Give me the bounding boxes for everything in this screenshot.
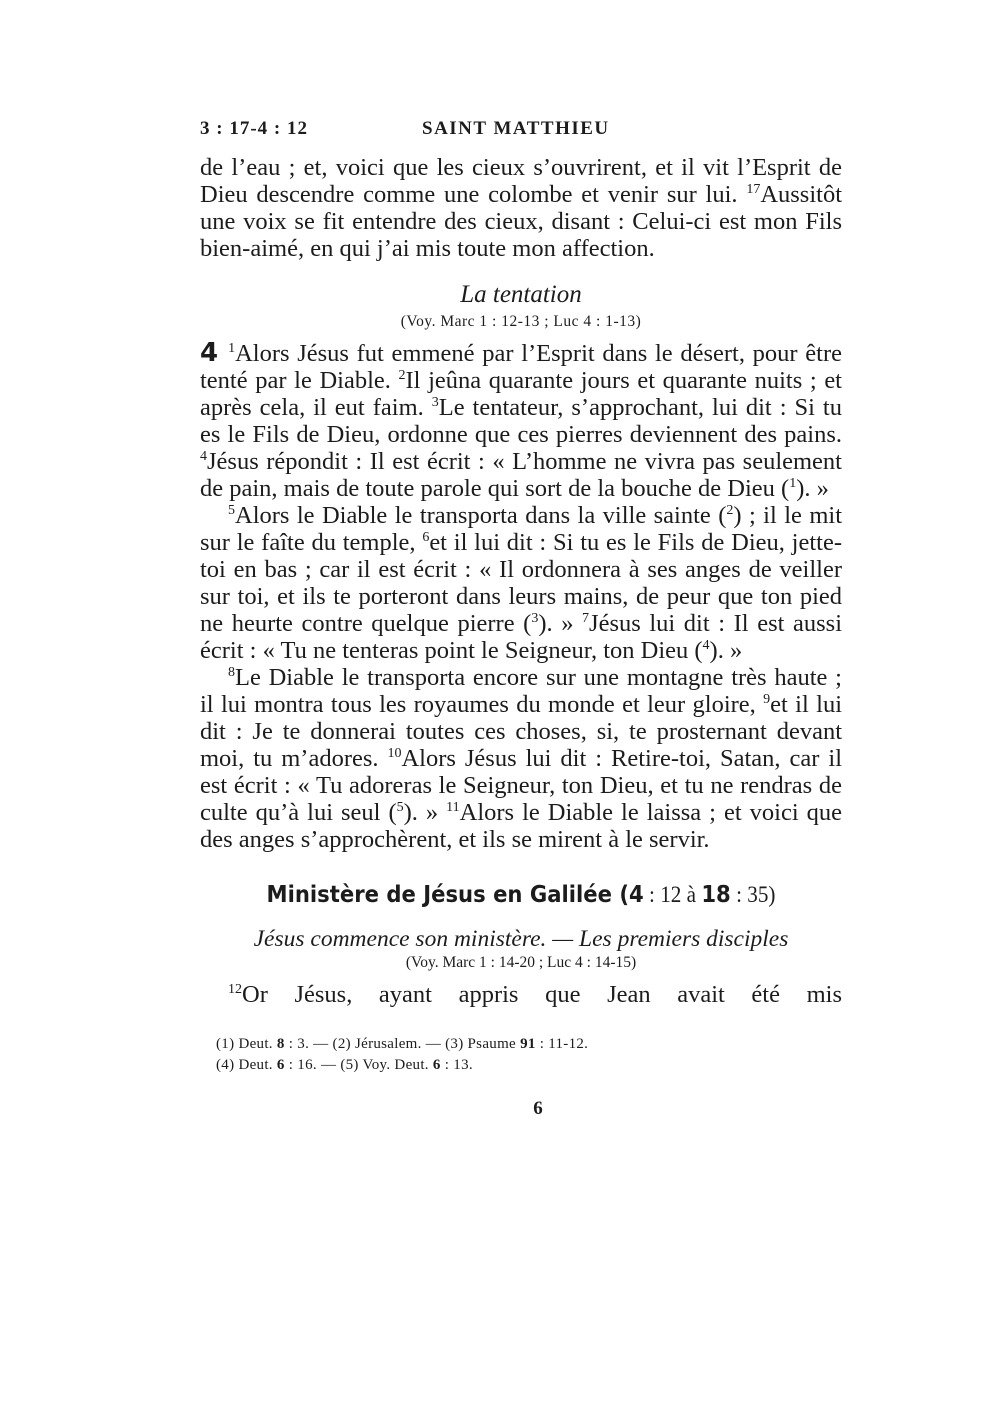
division-heading [226, 879, 817, 911]
division-chapter-start: 4 [628, 882, 644, 908]
verse-text-2: Il jeûna quarante jours et quarante nuits ; et après cela, il eut faim. [200, 367, 842, 421]
verse-text-3: Le tentateur, s’approchant, lui dit : Si tu es le Fils de Dieu, ordonne que ces pierres deviennent des pains. [200, 394, 842, 448]
header-title: SAINT MATTHIEU [422, 118, 610, 139]
verse-text-6: et il lui dit : Si tu es le Fils de Dieu, jette-toi en bas ; car il est écrit : « Il ordonnera à ses anges de veiller sur toi, et ils te porteront dans leurs mains, de peur que ton pied ne heurte contre quelque pierre ( [200, 529, 842, 637]
verse-text-12: Or Jésus, ayant appris que Jean avait été mis [242, 981, 842, 1008]
footnote-marker-1: 1 [789, 476, 797, 491]
footnote-marker-4: 4 [702, 638, 710, 653]
paragraph-chapter-4 [200, 340, 842, 502]
footnote-marker-5: 5 [396, 800, 404, 815]
verse-text-6-end: ). » [538, 610, 583, 637]
footnote-3-psalm: 91 [520, 1036, 536, 1052]
verse-number-2: 2 [398, 368, 406, 383]
footnote-marker-3: 3 [531, 611, 539, 626]
page-number: 6 [533, 1098, 543, 1119]
division-separator-2: : [730, 882, 748, 907]
verse-text-10-end: ). » [403, 799, 447, 826]
verse-number-1: 1 [228, 341, 236, 356]
footnotes [200, 1034, 842, 1076]
verse-text-8: Le Diable le transporta encore sur une montagne très haute ; il lui montra tous les royaumes du monde et leur gloire, [200, 664, 842, 718]
section-cross-reference-2: (Voy. Marc 1 : 14-20 ; Luc 4 : 14-15) [405, 954, 637, 971]
verse-number-12: 12 [228, 982, 242, 997]
verse-number-4: 4 [200, 449, 207, 464]
verse-number-7: 7 [582, 611, 590, 626]
running-header [200, 118, 842, 154]
verse-number-3: 3 [431, 395, 439, 410]
verse-number-11: 11 [446, 800, 460, 815]
verse-number-8: 8 [228, 665, 235, 680]
intro-text-b: Aussitôt une voix se fit entendre des cieux, disant : Celui-ci est mon Fils bien-aimé, en qui j’ai mis toute mon affection. [200, 181, 842, 262]
verse-text-1: Alors Jésus fut emmené par l’Esprit dans le désert, pour être tenté par le Diable. [200, 340, 842, 394]
verse-text-7: Jésus lui dit : Il est aussi écrit : « Tu ne tenteras point le Seigneur, ton Dieu ( [200, 610, 843, 664]
section-heading-ministry: Jésus commence son ministère. — Les premiers disciples [253, 926, 789, 952]
division-verse-end: 35 [747, 882, 769, 907]
verse-text-5-end: ) ; il le mit sur le faîte du temple, [200, 502, 842, 556]
paragraph-verses-8-11 [200, 664, 842, 853]
verse-number-9: 9 [763, 692, 771, 707]
footnote-3-verses: : 11-12. [535, 1036, 589, 1052]
footnote-line-1 [216, 1034, 842, 1055]
division-close-paren: ) [768, 882, 776, 907]
footnote-5-text: : 16. — (5) Voy. Deut. [284, 1057, 433, 1073]
division-verse-start: 12 [660, 882, 682, 907]
division-chapter-end: 18 [701, 882, 731, 908]
verse-text-4-end: ). » [796, 475, 829, 502]
footnote-marker-2: 2 [726, 503, 734, 518]
verse-text-5: Alors le Diable le transporta dans la ville sainte ( [235, 502, 727, 529]
verse-text-11: Alors le Diable le laissa ; et voici que des anges s’approchèrent, et ils se mirent à le servir. [200, 799, 842, 853]
footnote-1-chapter: 8 [276, 1036, 285, 1052]
chapter-number: 4 [200, 338, 219, 368]
verse-text-7-end: ). » [709, 637, 743, 664]
section-cross-reference: (Voy. Marc 1 : 12-13 ; Luc 4 : 1-13) [400, 313, 642, 330]
verse-number-10: 10 [387, 746, 402, 761]
footnote-4-text: (4) Deut. [216, 1057, 277, 1073]
intro-text-a: de l’eau ; et, voici que les cieux s’ouvrirent, et il vit l’Esprit de Dieu descendre comme une colombe et venir sur lui. [200, 154, 842, 208]
book-page [200, 118, 842, 1120]
verse-text-10: Alors Jésus lui dit : Retire-toi, Satan, car il est écrit : « Tu adoreras le Seigneur, ton Dieu, et tu ne rendras de culte qu’à lui seul ( [200, 745, 843, 826]
section-heading-temptation: La tentation [460, 281, 582, 308]
division-range-word: à [681, 882, 702, 907]
paragraph-verses-5-7 [200, 502, 842, 664]
verse-text-9: et il lui dit : Je te donnerai toutes ces choses, si, te prosternant devant moi, tu m’adores. [200, 691, 842, 772]
footnote-1-text: (1) Deut. [216, 1036, 277, 1052]
division-separator-1: : [643, 882, 661, 907]
verse-number-17: 17 [746, 182, 761, 197]
verse-number-6: 6 [422, 530, 430, 545]
intro-paragraph [200, 154, 842, 262]
verse-number-5: 5 [228, 503, 235, 518]
paragraph-verse-12 [200, 981, 842, 1008]
verse-text-4: Jésus répondit : Il est écrit : « L’homme ne vivra pas seulement de pain, mais de toute parole qui sort de la bouche de Dieu ( [200, 448, 842, 502]
footnote-2-3-text: : 3. — (2) Jérusalem. — (3) Psaume [284, 1036, 521, 1052]
footnote-5-verses: : 13. [440, 1057, 473, 1073]
header-reference: 3 : 17-4 : 12 [200, 118, 308, 139]
footnote-5-chapter: 6 [432, 1057, 441, 1073]
footnote-4-chapter: 6 [276, 1057, 285, 1073]
division-title: Ministère de Jésus en Galilée ( [266, 882, 629, 908]
footnote-line-2 [216, 1055, 842, 1076]
